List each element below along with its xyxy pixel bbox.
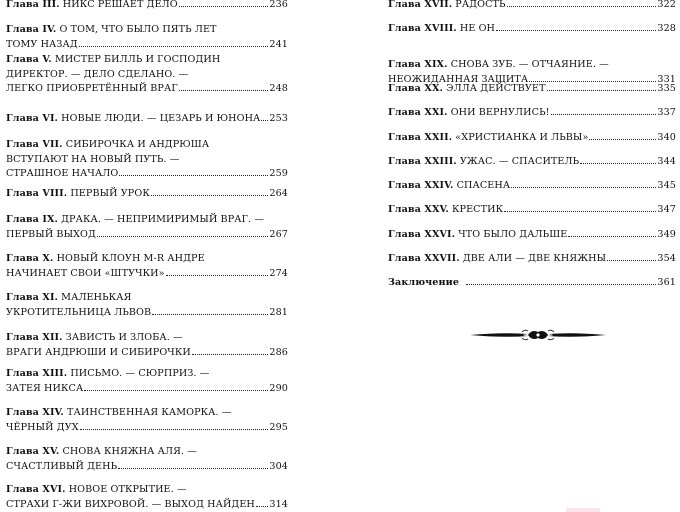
dot-leader — [607, 260, 656, 261]
dot-leader — [261, 120, 268, 121]
toc-entry — [6, 445, 288, 474]
page-number: 349 — [657, 229, 676, 240]
chapter-label: Глава V. — [6, 54, 52, 65]
page-number: 361 — [657, 277, 676, 288]
dot-leader — [118, 468, 268, 469]
toc-entry-line — [6, 0, 288, 13]
page-number: 337 — [657, 107, 676, 118]
page-number: 274 — [269, 267, 288, 279]
dot-leader — [547, 90, 657, 91]
chapter-label: Заключение — [388, 277, 460, 288]
chapter-title: ДИРЕКТОР. — ДЕЛО СДЕЛАНО. — — [6, 68, 189, 80]
chapter-label: Глава XXIII. — [388, 156, 457, 167]
page-number: 264 — [269, 188, 288, 199]
toc-entry-line — [388, 131, 676, 146]
toc-entry-line — [6, 421, 288, 436]
toc-entry — [388, 228, 676, 243]
chapter-label: Глава VII. — [6, 139, 63, 150]
chapter-title: ТОМУ НАЗАД — [6, 38, 78, 50]
toc-entry-line — [388, 82, 676, 97]
toc-entry-line — [6, 382, 288, 397]
chapter-label: Глава XXV. — [388, 204, 449, 215]
toc-entry-line — [388, 0, 676, 13]
toc-entry-line — [6, 112, 288, 127]
chapter-title: ЗАТЕЯ НИКСА — [6, 382, 84, 394]
toc-entry-line — [6, 228, 288, 243]
highlight-mark — [566, 508, 600, 512]
toc-entry-line — [6, 483, 288, 498]
page-number: 253 — [269, 113, 288, 124]
dot-leader — [511, 187, 656, 188]
toc-entry — [388, 155, 676, 170]
chapter-label: Глава IX. — [6, 214, 58, 225]
chapter-label: Глава XX. — [388, 83, 443, 94]
toc-entry — [6, 138, 288, 182]
dot-leader — [496, 30, 656, 31]
page-number: 331 — [657, 73, 676, 85]
toc-entry — [388, 106, 676, 121]
toc-entry-line — [6, 23, 288, 38]
chapter-label: Глава X. — [6, 253, 54, 264]
chapter-title: НЕОЖИДАННАЯ ЗАЩИТА — [388, 73, 529, 85]
dot-leader — [179, 6, 269, 7]
chapter-title: ПИСЬМО. — СЮРПРИЗ. — — [70, 368, 210, 379]
toc-entry-line — [388, 179, 676, 194]
chapter-title: СЧАСТЛИВЫЙ ДЕНЬ — [6, 460, 118, 472]
toc-entry — [6, 213, 288, 242]
chapter-label: Глава VI. — [6, 113, 58, 124]
page-number: 354 — [657, 253, 676, 264]
toc-entry-line — [6, 138, 288, 153]
chapter-title: МАЛЕНЬКАЯ — [61, 292, 132, 303]
chapter-title: НОВОЕ ОТКРЫТИЕ. — — [68, 484, 187, 495]
chapter-title: РАДОСТЬ — [455, 0, 506, 10]
toc-entry-line — [388, 203, 676, 218]
chapter-label: Глава XVIII. — [388, 23, 457, 34]
chapter-label: Глава XXVII. — [388, 253, 460, 264]
page-number: 347 — [657, 204, 676, 215]
dot-leader — [589, 139, 656, 140]
page-number: 248 — [269, 83, 288, 94]
dot-leader — [466, 284, 656, 285]
toc-entry-line — [6, 53, 288, 68]
dot-leader — [551, 114, 657, 115]
toc-entry — [6, 331, 288, 360]
toc-entry-line — [388, 228, 676, 243]
page-number: 286 — [269, 346, 288, 358]
chapter-label: Глава XVI. — [6, 484, 66, 495]
toc-entry — [388, 276, 676, 291]
chapter-title: СИБИРОЧКА И АНДРЮША — [65, 139, 210, 150]
chapter-label: Глава XI. — [6, 292, 58, 303]
dot-leader — [504, 211, 656, 212]
dot-leader — [166, 275, 269, 276]
dot-leader — [568, 236, 656, 237]
chapter-label: Глава IV. — [6, 24, 57, 35]
toc-entry-line — [6, 38, 288, 53]
toc-entry-line — [6, 498, 288, 512]
toc-entry — [6, 406, 288, 435]
chapter-title: ДВЕ АЛИ — ДВЕ КНЯЖНЫ — [462, 253, 607, 264]
chapter-title: СТРАХИ Г-ЖИ ВИХРОВОЙ. — ВЫХОД НАЙДЕН — [6, 498, 255, 510]
page-number: 236 — [269, 0, 288, 10]
toc-entry-line — [388, 22, 676, 37]
chapter-title: ПЕРВЫЙ ВЫХОД — [6, 228, 96, 240]
toc-entry-line — [6, 82, 288, 97]
toc-entry — [388, 203, 676, 218]
dot-leader — [80, 429, 269, 430]
dot-leader — [119, 175, 268, 176]
toc-entry — [388, 179, 676, 194]
dot-leader — [192, 354, 269, 355]
page-number: 304 — [269, 460, 288, 472]
chapter-title: ДРАКА. — НЕПРИМИРИМЫЙ ВРАГ. — — [61, 214, 265, 225]
chapter-title: ЭЛЛА ДЕЙСТВУЕТ — [446, 83, 546, 94]
chapter-label: Глава III. — [6, 0, 60, 10]
toc-entry-line — [388, 106, 676, 121]
chapter-title: ЛЕГКО ПРИОБРЕТЁННЫЙ ВРАГ — [6, 83, 178, 94]
page-number: 281 — [269, 306, 288, 318]
chapter-title: НИКС РЕШАЕТ ДЕЛО — [62, 0, 178, 10]
chapter-label: Глава XIV. — [6, 407, 64, 418]
chapter-label: Глава XVII. — [388, 0, 453, 10]
chapter-label: Глава XIX. — [388, 59, 448, 70]
page-number: 322 — [657, 0, 676, 10]
toc-entry — [388, 252, 676, 267]
chapter-title: СНОВА КНЯЖНА АЛЯ. — — [62, 446, 197, 457]
toc-entry-line — [6, 445, 288, 460]
toc-entry-line — [6, 346, 288, 361]
toc-entry — [6, 23, 288, 52]
toc-entry-line — [6, 153, 288, 168]
chapter-label: Глава XXI. — [388, 107, 448, 118]
dot-leader — [97, 236, 268, 237]
toc-entry-line — [6, 306, 288, 321]
chapter-title: ВРАГИ АНДРЮШИ И СИБИРОЧКИ — [6, 346, 191, 358]
page-number: 241 — [269, 38, 288, 50]
toc-entry — [6, 0, 288, 13]
toc-entry-line — [6, 252, 288, 267]
toc-entry-line — [6, 367, 288, 382]
toc-entry — [388, 131, 676, 146]
toc-entry-line — [388, 276, 676, 291]
chapter-label: Глава XXII. — [388, 132, 453, 143]
toc-entry — [6, 291, 288, 320]
toc-entry — [6, 112, 288, 127]
toc-entry-line — [6, 187, 288, 202]
chapter-label: Глава XII. — [6, 332, 63, 343]
chapter-title: НАЧИНАЕТ СВОИ «ШТУЧКИ» — [6, 267, 165, 279]
chapter-title: «ХРИСТИАНКА И ЛЬВЫ» — [455, 132, 589, 143]
dot-leader — [152, 314, 268, 315]
chapter-label: Глава XV. — [6, 446, 60, 457]
toc-entry-line — [6, 267, 288, 282]
ornament-divider — [468, 326, 608, 344]
page-number: 340 — [657, 132, 676, 143]
chapter-label: Глава XXVI. — [388, 229, 456, 240]
chapter-title: ВСТУПАЮТ НА НОВЫЙ ПУТЬ. — — [6, 153, 180, 165]
page-number: 328 — [657, 23, 676, 34]
chapter-title: СНОВА ЗУБ. — ОТЧАЯНИЕ. — — [450, 59, 609, 70]
chapter-title: ОНИ ВЕРНУЛИСЬ! — [450, 107, 550, 118]
toc-entry-line — [6, 68, 288, 83]
toc-entry — [6, 483, 288, 512]
chapter-title: НЕ ОН — [459, 23, 496, 34]
chapter-label: Глава XIII. — [6, 368, 68, 379]
page-number: 259 — [269, 168, 288, 179]
page-number: 314 — [269, 498, 288, 510]
dot-leader — [179, 90, 269, 91]
toc-entry-line — [6, 291, 288, 306]
page-number: 295 — [269, 421, 288, 433]
chapter-title: НОВЫЕ ЛЮДИ. — ЦЕЗАРЬ И ЮНОНА — [61, 113, 261, 124]
toc-entry-line — [388, 252, 676, 267]
toc-entry-line — [6, 460, 288, 475]
chapter-title: ПЕРВЫЙ УРОК — [70, 188, 150, 199]
toc-entry-line — [6, 213, 288, 228]
toc-entry — [388, 82, 676, 97]
toc-entry-line — [388, 58, 676, 73]
page-number: 290 — [269, 382, 288, 394]
dot-leader — [151, 195, 269, 196]
toc-entry-line — [6, 406, 288, 421]
toc-entry — [6, 187, 288, 202]
page-number: 335 — [657, 83, 676, 94]
toc-entry — [6, 367, 288, 396]
dot-leader — [580, 163, 656, 164]
chapter-title: УКРОТИТЕЛЬНИЦА ЛЬВОВ — [6, 306, 152, 318]
chapter-title: О ТОМ, ЧТО БЫЛО ПЯТЬ ЛЕТ — [59, 24, 217, 35]
chapter-title: УЖАС. — СПАСИТЕЛЬ — [459, 156, 580, 167]
toc-entry — [6, 53, 288, 97]
page-number: 345 — [657, 180, 676, 191]
dot-leader — [256, 506, 268, 507]
dot-leader — [84, 390, 268, 391]
chapter-label: Глава XXIV. — [388, 180, 454, 191]
toc-entry — [388, 0, 676, 13]
page-number: 267 — [269, 228, 288, 240]
chapter-title: ЗАВИСТЬ И ЗЛОБА. — — [65, 332, 183, 343]
chapter-title: СТРАШНОЕ НАЧАЛО — [6, 168, 119, 179]
chapter-title: КРЕСТИК — [451, 204, 504, 215]
toc-entry-line — [6, 331, 288, 346]
dot-leader — [79, 46, 269, 47]
chapter-title: ЧЁРНЫЙ ДУХ — [6, 421, 79, 433]
toc-entry — [388, 22, 676, 37]
toc-entry — [6, 252, 288, 281]
chapter-title: ЧТО БЫЛО ДАЛЬШЕ — [458, 229, 568, 240]
chapter-title: МИСТЕР БИЛЛЬ И ГОСПОДИН — [54, 54, 221, 65]
chapter-title: СПАСЕНА — [456, 180, 511, 191]
dot-leader — [507, 6, 657, 7]
chapter-title: ТАИНСТВЕННАЯ КАМОРКА. — — [67, 407, 232, 418]
toc-entry-line — [6, 167, 288, 182]
chapter-label: Глава VIII. — [6, 188, 68, 199]
toc-entry-line — [388, 155, 676, 170]
page-number: 344 — [657, 156, 676, 167]
chapter-title: НОВЫЙ КЛОУН M-R АНДРЕ — [56, 253, 205, 264]
